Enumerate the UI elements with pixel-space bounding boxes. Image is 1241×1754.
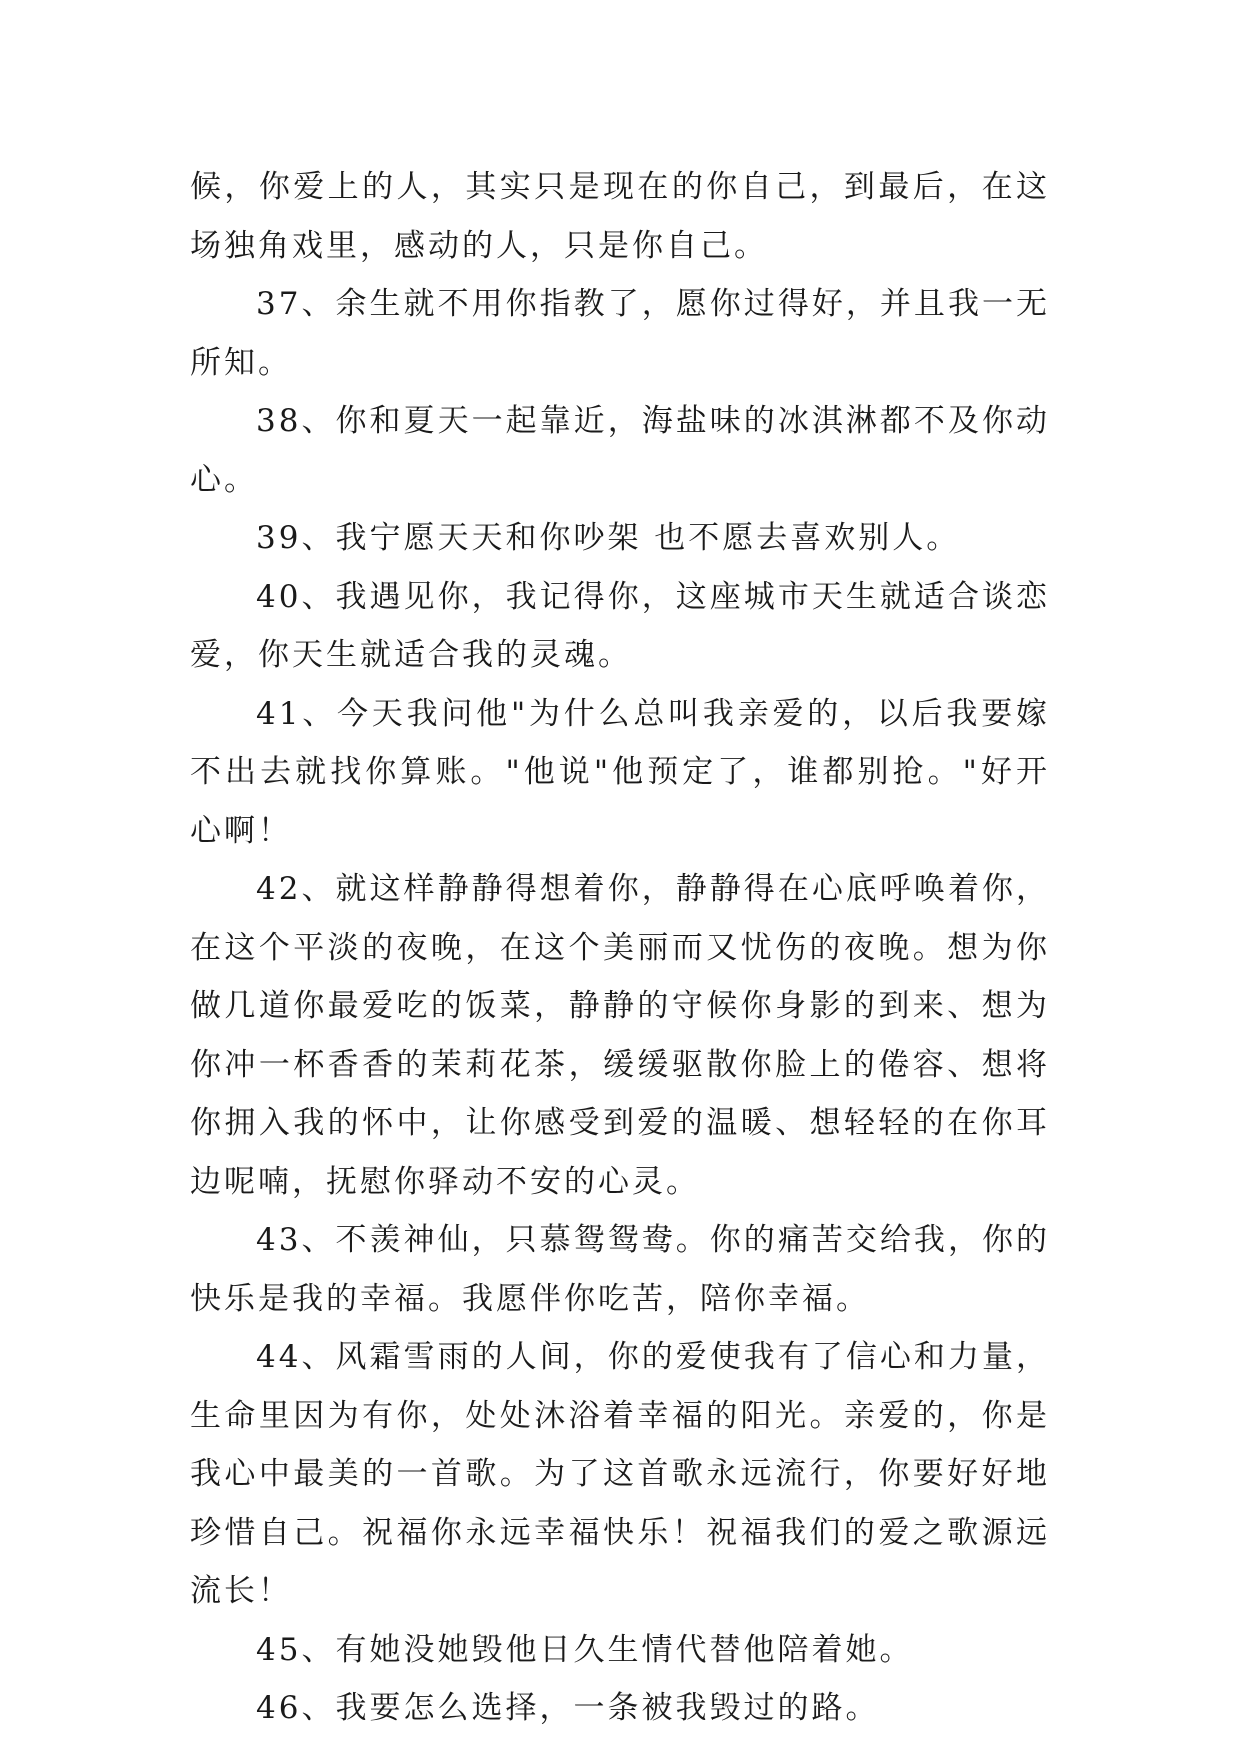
document-body [190, 158, 1050, 1738]
paragraph-46: 46、我要怎么选择，一条被我毁过的路。 [256, 1690, 880, 1726]
paragraph-45: 45、有她没她毁他日久生情代替他陪着她。 [256, 1631, 914, 1668]
paragraph-39: 39、我宁愿天天和你吵架 也不愿去喜欢别人。 [256, 520, 961, 556]
paragraph-continuation: 候，你爱上的人，其实只是现在的你自己，到最后，在这场独角戏里，感动的人，只是你自己。 [190, 169, 1050, 264]
paragraph-37: 37、余生就不用你指教了，愿你过得好，并且我一无所知。 [190, 286, 1050, 381]
paragraph-44: 44、风霜雪雨的人间，你的爱使我有了信心和力量，生命里因为有你，处处沐浴着幸福的阳光。亲爱的，你是我心中最美的一首歌。为了这首歌永远流行，你要好好地珍惜自己。祝福你永远幸福快乐！祝福我们的爱之歌源远流长！ [190, 1339, 1050, 1609]
paragraph-40: 40、我遇见你，我记得你，这座城市天生就适合谈恋爱，你天生就适合我的灵魂。 [190, 578, 1050, 673]
paragraph-43: 43、不羡神仙，只慕鸳鸳鸯。你的痛苦交给我，你的快乐是我的幸福。我愿伴你吃苦，陪你幸福。 [190, 1222, 1050, 1317]
paragraph-41: 41、今天我问他"为什么总叫我亲爱的，以后我要嫁不出去就找你算账。"他说"他预定了，谁都别抢。"好开心啊！ [190, 695, 1050, 849]
paragraph-38: 38、你和夏天一起靠近，海盐味的冰淇淋都不及你动心。 [190, 403, 1050, 498]
paragraph-42: 42、就这样静静得想着你，静静得在心底呼唤着你，在这个平淡的夜晚，在这个美丽而又忧伤的夜晚。想为你做几道你最爱吃的饭菜，静静的守候你身影的到来、想为你冲一杯香香的茉莉花茶，缓缓驱散你脸上的倦容、想将你拥入我的怀中，让你感受到爱的温暖、想轻轻的在你耳边呢喃，抚慰你驿动不安的心灵。 [190, 871, 1050, 1200]
